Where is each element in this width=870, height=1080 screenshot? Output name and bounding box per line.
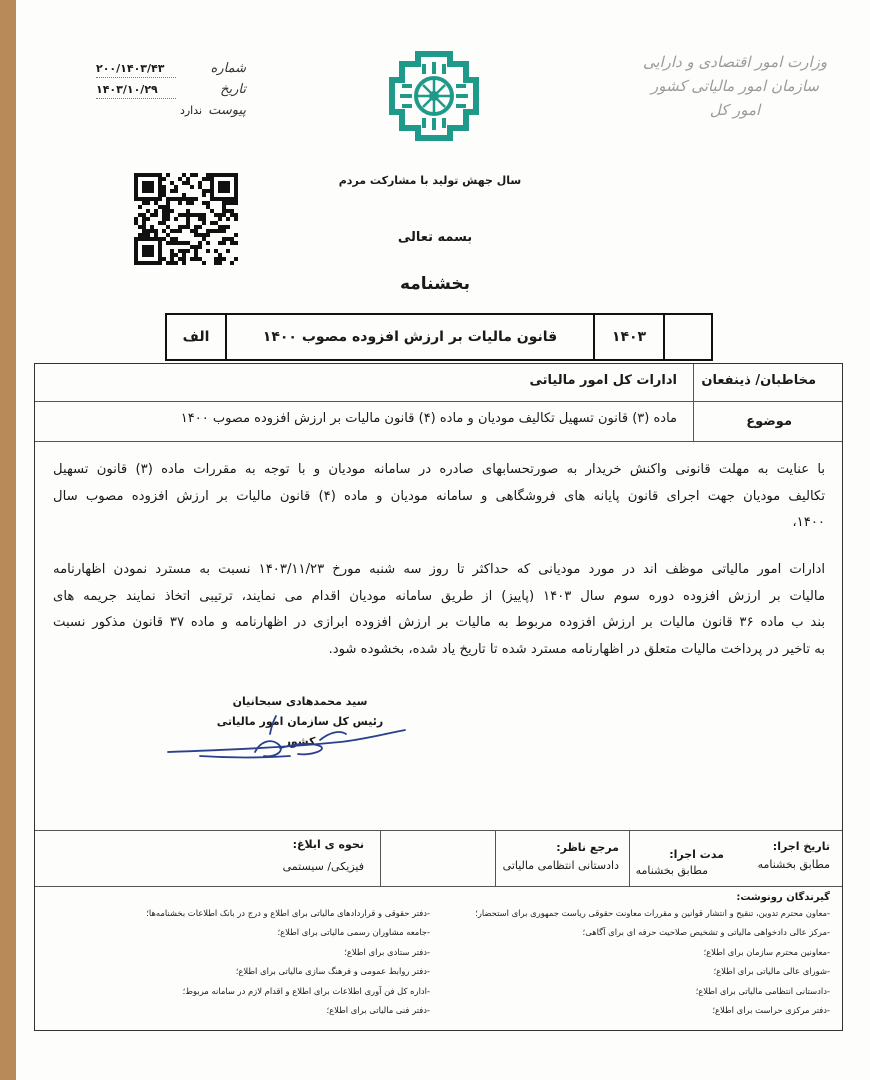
subject-label: موضوع xyxy=(746,414,792,429)
body-paragraph-1 xyxy=(53,457,825,537)
ministry-line: امور کل xyxy=(709,101,761,119)
cc-item: -دفتر روابط عمومی و فرهنگ سازی مالیاتی برای اطلاع؛ xyxy=(235,966,430,977)
signer-position: رئیس کل سازمان امور مالیاتی کشور xyxy=(216,715,384,748)
page-edge xyxy=(0,0,16,1080)
circular-title-table xyxy=(165,313,713,361)
organization-logo xyxy=(388,50,480,142)
authority-label: مرجع ناظر: xyxy=(556,841,619,854)
duration-value: مطابق بخشنامه xyxy=(635,864,708,877)
attachment-label: پیوست xyxy=(208,103,246,118)
qr-code xyxy=(134,173,238,265)
cc-item: -دادستانی انتظامی مالیاتی برای اطلاع؛ xyxy=(695,985,830,996)
addressees-value: ادارات کل امور مالیاتی xyxy=(529,373,677,388)
empty-cell xyxy=(663,315,711,359)
date-value: ۱۴۰۳/۱۰/۲۹ xyxy=(96,81,176,99)
divider xyxy=(495,830,496,886)
divider xyxy=(380,830,381,886)
cc-title: گیرندگان رونوشت: xyxy=(736,892,830,903)
number-value: ۲۰۰/۱۴۰۳/۴۳ xyxy=(96,60,176,78)
besmellah: بسمه تعالی xyxy=(397,230,473,245)
date-label: تاریخ xyxy=(220,82,246,97)
circular-law: قانون مالیات بر ارزش افزوده مصوب ۱۴۰۰ xyxy=(225,315,593,359)
cc-list-right xyxy=(470,904,830,1020)
circular-series: الف xyxy=(182,329,210,345)
cc-item: -دفتر مرکزی حراست برای اطلاع؛ xyxy=(712,1005,830,1016)
attachment-value: ندارد xyxy=(179,104,203,117)
ministry-line: وزارت امور اقتصادی و دارایی xyxy=(642,53,828,71)
authority-value: دادستانی انتظامی مالیاتی xyxy=(502,859,619,872)
divider xyxy=(35,401,842,402)
cc-list-left xyxy=(130,904,430,1020)
circular-year: ۱۴۰۳ xyxy=(593,315,663,359)
year-motto: سال جهش تولید با مشارکت مردم xyxy=(338,174,522,187)
ministry-header xyxy=(640,50,830,122)
cc-item: -شورای عالی مالیاتی برای اطلاع؛ xyxy=(713,966,830,977)
cc-item: -اداره کل فن آوری اطلاعات برای اطلاع و اقدام لازم در سامانه مربوط؛ xyxy=(182,985,430,996)
duration-label: مدت اجرا: xyxy=(669,848,724,861)
number-label: شماره xyxy=(210,61,246,76)
body-line: با عنایت به مهلت قانونی واکنش خریدار به صورتحسابهای صادره در سامانه مودیان و با توجه به مقررات ماده (۳) قانون تسهیل xyxy=(53,462,826,477)
cc-item: -معاون محترم تدوین، تنقیح و انتشار قوانین و مقررات معاونت حقوقی ریاست جمهوری برای استحضار؛ xyxy=(475,908,830,918)
body-paragraph-2 xyxy=(53,557,825,663)
signer-name: سید محمدهادی سبحانیان xyxy=(232,695,368,708)
body-line: ۱۴۰۰، xyxy=(792,515,825,530)
signature-image xyxy=(160,712,410,767)
body-line: به تاخیر در پرداخت مالیات متعلق در اظهارنامه مسترد شده تا تاریخ یاد شده، بخشوده شود. xyxy=(328,641,825,657)
subject-value: ماده (۳) قانون تسهیل تکالیف مودیان و ماده (۴) قانون مالیات بر ارزش افزوده مصوب ۱۴۰۰ xyxy=(180,411,677,426)
body-line: تکالیف مودیان جهت اجرای قانون پایانه های فروشگاهی و سامانه مودیان و ماده (۴) قانون مالیات بر ارزش افزوده مصوب سال xyxy=(53,488,825,504)
cc-item: -دفتر حقوقی و قراردادهای مالیاتی برای اطلاع و درج در بانک اطلاعات بخشنامه‌ها؛ xyxy=(146,908,430,918)
exec-date-value: مطابق بخشنامه xyxy=(757,858,830,871)
addressees-label: مخاطبان/ ذینفعان xyxy=(701,373,816,388)
cc-item: -دفتر ستادی برای اطلاع؛ xyxy=(344,946,430,957)
notify-value: فیزیکی/ سیستمی xyxy=(282,860,364,873)
letter-meta xyxy=(96,60,246,122)
divider xyxy=(35,830,842,831)
body-line: ادارات امور مالیاتی موظف اند در مورد مودیانی که حداکثر تا روز سه شنبه مورخ ۱۴۰۳/۱۱/۲۳ نسبت به مسترد نمودن اظهارنامه xyxy=(53,562,825,577)
cc-item: -جامعه مشاوران رسمی مالیاتی برای اطلاع؛ xyxy=(277,927,430,938)
body-line: مالیات بر ارزش افزوده دوره سوم سال ۱۴۰۳ (پاییز) از طریق سامانه مودیان اقدام می نمایند، ترتیبی اتخاذ نمایند جریمه های xyxy=(53,588,826,604)
ministry-line: سازمان امور مالیاتی کشور xyxy=(651,77,819,95)
cc-item: -معاونین محترم سازمان برای اطلاع؛ xyxy=(703,946,830,957)
cc-item: -مرکز عالی دادخواهی مالیاتی و تشخیص صلاحیت حرفه ای برای آگاهی؛ xyxy=(582,927,830,938)
cc-item: -دفتر فنی مالیاتی برای اطلاع؛ xyxy=(326,1005,430,1016)
divider xyxy=(693,364,694,441)
divider xyxy=(35,441,842,442)
circular-frame xyxy=(34,363,843,1031)
divider xyxy=(629,830,630,886)
document-type: بخشنامه xyxy=(399,274,471,294)
notify-label: نحوه ی ابلاغ: xyxy=(292,838,364,851)
divider xyxy=(35,886,842,887)
exec-date-label: تاریخ اجرا: xyxy=(772,840,830,853)
body-line: بند ب ماده ۳۶ قانون مالیات بر ارزش افزوده مربوط به مالیات بر ارزش افزوده ابرازی در اظهارنامه و ماده ۳۷ قانون مذکور نسبت xyxy=(53,615,826,630)
